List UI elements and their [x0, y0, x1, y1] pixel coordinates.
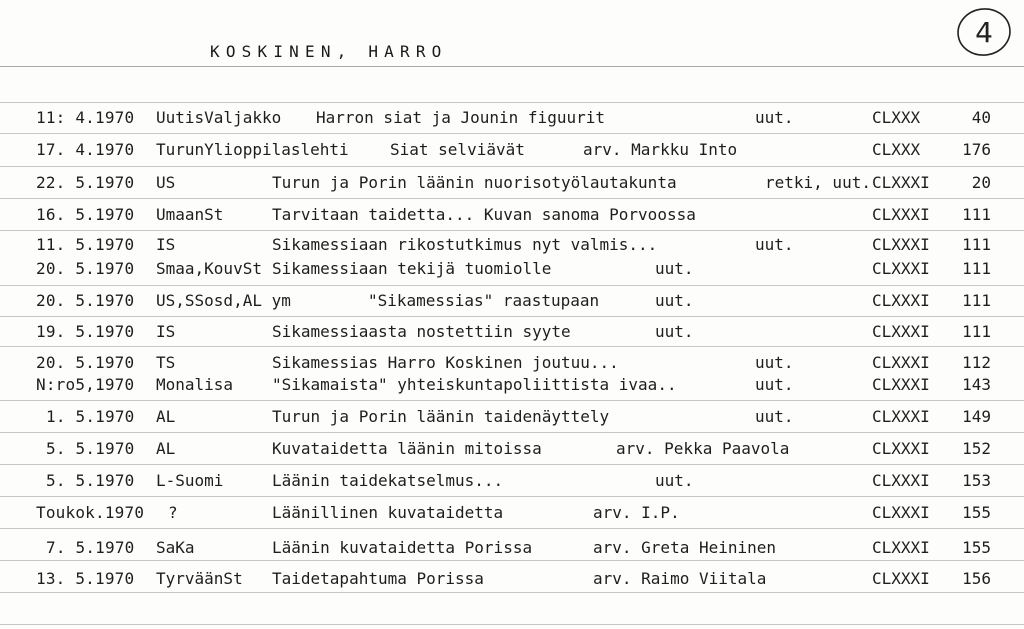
volume-cell: CLXXXI: [872, 259, 930, 278]
rule-line: [0, 346, 1024, 347]
rule-line: [0, 285, 1024, 286]
source-cell: Smaa,KouvSt: [156, 259, 262, 278]
type-cell: uut.: [755, 407, 794, 426]
title-cell: Läänin kuvataidetta Porissa: [272, 538, 533, 557]
source-cell: IS: [156, 235, 176, 254]
rule-line: [0, 133, 1024, 134]
date-cell: 16. 5.1970: [36, 205, 135, 224]
rule-line: [0, 66, 1024, 67]
number-cell: 111: [962, 205, 991, 224]
number-cell: 111: [962, 322, 991, 341]
title-cell: Harron siat ja Jounin figuurit: [316, 108, 605, 127]
type-cell: arv. Pekka Paavola: [616, 439, 790, 458]
date-cell: 17. 4.1970: [36, 140, 135, 159]
volume-cell: CLXXXI: [872, 235, 930, 254]
title-cell: Turun ja Porin läänin nuorisotyölautakunta: [272, 173, 677, 192]
rule-line: [0, 592, 1024, 593]
number-cell: 156: [962, 569, 991, 588]
volume-cell: CLXXXI: [872, 503, 930, 522]
volume-cell: CLXXXI: [872, 407, 930, 426]
source-cell: US: [156, 173, 176, 192]
type-cell: uut.: [755, 235, 794, 254]
date-cell: 11: 4.1970: [36, 108, 135, 127]
number-cell: 111: [962, 235, 991, 254]
title-cell: Taidetapahtuma Porissa: [272, 569, 484, 588]
type-cell: uut.: [655, 471, 694, 490]
source-cell: ?: [168, 503, 178, 522]
rule-line: [0, 528, 1024, 529]
rule-line: [0, 464, 1024, 465]
date-cell: 22. 5.1970: [36, 173, 135, 192]
date-cell: 20. 5.1970: [36, 291, 135, 310]
date-cell: N:ro5,1970: [36, 375, 135, 394]
rule-line: [0, 400, 1024, 401]
number-cell: 20: [971, 173, 991, 192]
volume-cell: CLXXXI: [872, 291, 930, 310]
source-cell: SaKa: [156, 538, 195, 557]
source-cell: IS: [156, 322, 176, 341]
volume-cell: CLXXXI: [872, 322, 930, 341]
source-cell: TurunYlioppilaslehti: [156, 140, 349, 159]
title-cell: Siat selviävät: [390, 140, 525, 159]
number-cell: 143: [962, 375, 991, 394]
date-cell: 20. 5.1970: [36, 353, 135, 372]
type-cell: uut.: [655, 291, 694, 310]
circled-number-mark: [955, 6, 1013, 58]
rule-line: [0, 198, 1024, 199]
title-cell: Sikamessiaan tekijä tuomiolle: [272, 259, 552, 278]
date-cell: 1. 5.1970: [46, 407, 135, 426]
type-cell: arv. Greta Heininen: [593, 538, 777, 557]
title-cell: Sikamessiaasta nostettiin syyte: [272, 322, 571, 341]
date-cell: 13. 5.1970: [36, 569, 135, 588]
rule-line: [0, 230, 1024, 231]
title-cell: Läänillinen kuvataidetta: [272, 503, 504, 522]
rule-line: [0, 432, 1024, 433]
number-cell: 176: [962, 140, 991, 159]
type-cell: uut.: [655, 322, 694, 341]
volume-cell: CLXXXI: [872, 205, 930, 224]
number-cell: 152: [962, 439, 991, 458]
source-cell: L-Suomi: [156, 471, 224, 490]
type-cell: arv. Markku Into: [583, 140, 738, 159]
card-title: KOSKINEN, HARRO: [210, 42, 448, 61]
date-cell: 5. 5.1970: [46, 471, 135, 490]
type-cell: arv. Raimo Viitala: [593, 569, 767, 588]
number-cell: 111: [962, 291, 991, 310]
source-cell: TyrväänSt: [156, 569, 243, 588]
number-cell: 111: [962, 259, 991, 278]
volume-cell: CLXXXI: [872, 173, 930, 192]
title-cell: Sikamessias Harro Koskinen joutuu...: [272, 353, 619, 372]
type-cell: retki, uut.: [765, 173, 871, 192]
rule-line: [0, 560, 1024, 561]
number-cell: 40: [971, 108, 991, 127]
date-cell: 7. 5.1970: [46, 538, 135, 557]
number-cell: 153: [962, 471, 991, 490]
rule-line: [0, 496, 1024, 497]
rule-line: [0, 166, 1024, 167]
source-cell: Monalisa: [156, 375, 234, 394]
type-cell: uut.: [655, 259, 694, 278]
title-cell: Läänin taidekatselmus...: [272, 471, 504, 490]
date-cell: Toukok.1970: [36, 503, 145, 522]
number-cell: 155: [962, 538, 991, 557]
source-cell: AL: [156, 439, 176, 458]
title-cell: Kuvataidetta läänin mitoissa: [272, 439, 542, 458]
volume-cell: CLXXXI: [872, 375, 930, 394]
date-cell: 20. 5.1970: [36, 259, 135, 278]
number-cell: 112: [962, 353, 991, 372]
type-cell: arv. I.P.: [593, 503, 680, 522]
volume-cell: CLXXXI: [872, 569, 930, 588]
volume-cell: CLXXX: [872, 108, 921, 127]
title-cell: Tarvitaan taidetta... Kuvan sanoma Porvoossa: [272, 205, 696, 224]
source-cell: UutisValjakko: [156, 108, 282, 127]
source-cell: AL: [156, 407, 176, 426]
number-cell: 149: [962, 407, 991, 426]
source-cell: TS: [156, 353, 176, 372]
rule-line: [0, 624, 1024, 625]
volume-cell: CLXXX: [872, 140, 921, 159]
type-cell: uut.: [755, 375, 794, 394]
type-cell: uut.: [755, 353, 794, 372]
source-cell: UmaanSt: [156, 205, 224, 224]
volume-cell: CLXXXI: [872, 353, 930, 372]
date-cell: 11. 5.1970: [36, 235, 135, 254]
number-cell: 155: [962, 503, 991, 522]
volume-cell: CLXXXI: [872, 471, 930, 490]
date-cell: 19. 5.1970: [36, 322, 135, 341]
rule-line: [0, 102, 1024, 103]
title-cell: "Sikamessias" raastupaan: [368, 291, 600, 310]
volume-cell: CLXXXI: [872, 538, 930, 557]
volume-cell: CLXXXI: [872, 439, 930, 458]
type-cell: uut.: [755, 108, 794, 127]
title-cell: Turun ja Porin läänin taidenäyttely: [272, 407, 610, 426]
rule-line: [0, 316, 1024, 317]
source-cell: US,SSosd,AL ym: [156, 291, 291, 310]
date-cell: 5. 5.1970: [46, 439, 135, 458]
svg-text:4: 4: [975, 16, 993, 49]
title-cell: "Sikamaista" yhteiskuntapoliittista ivaa..: [272, 375, 677, 394]
title-cell: Sikamessiaan rikostutkimus nyt valmis...: [272, 235, 658, 254]
